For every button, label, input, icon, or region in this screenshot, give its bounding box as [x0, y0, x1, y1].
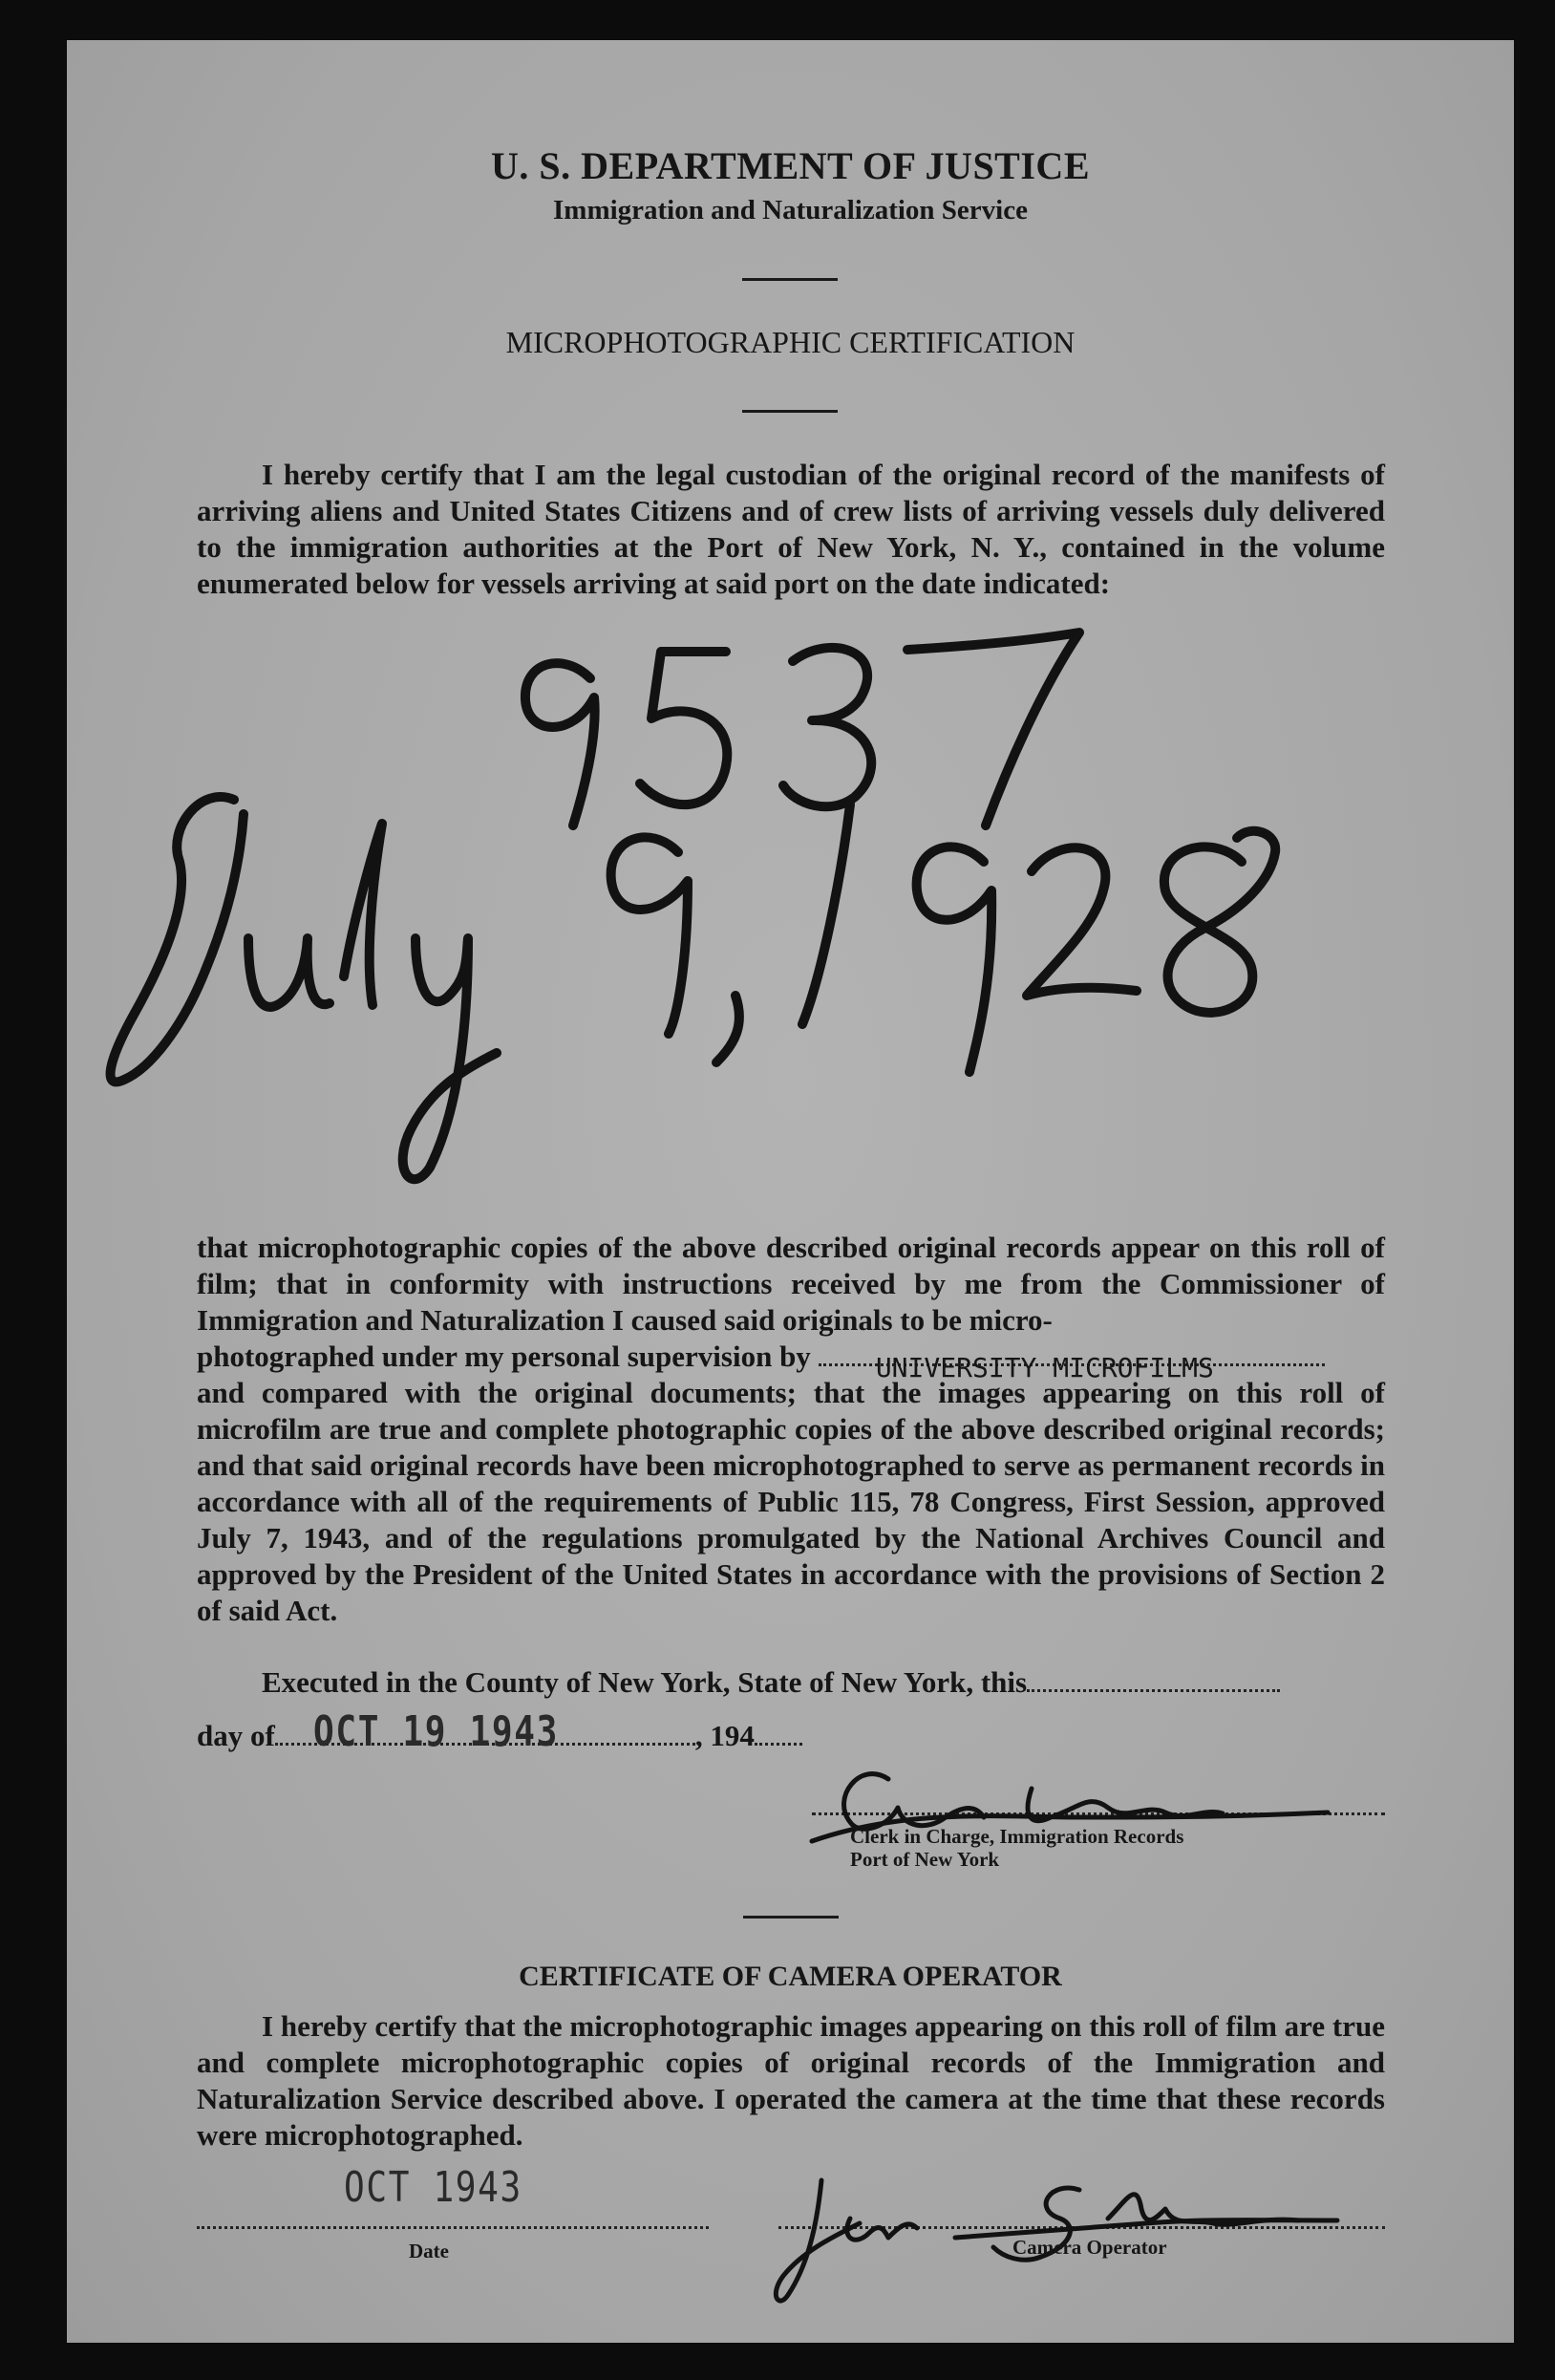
day-of-field	[275, 1707, 695, 1756]
supervision-line	[197, 1339, 1385, 1383]
execution-text: Executed in the County of New York, State of New York, this	[262, 1665, 1028, 1699]
certification-title: MICROPHOTOGRAPHIC CERTIFICATION	[505, 325, 1076, 359]
photographer-field	[819, 1352, 1325, 1383]
date-label: Date	[409, 2240, 449, 2262]
execution-line	[197, 1664, 1385, 1701]
execution-block	[197, 1664, 1385, 1754]
clerk-title: Clerk in Charge, Immigration Records	[850, 1825, 1184, 1848]
certificate-document	[67, 40, 1514, 2343]
service-subheading: Immigration and Naturalization Service	[553, 195, 1028, 225]
day-of-line	[197, 1707, 1385, 1756]
supervision-label: photographed under my personal supervision by	[197, 1340, 811, 1373]
divider	[742, 410, 838, 413]
year-field	[755, 1743, 802, 1746]
body-paragraph	[197, 1230, 1385, 1629]
date-line	[197, 2226, 709, 2229]
handwritten-volume-and-date	[67, 575, 1514, 1244]
intro-text: I hereby certify that I am the legal custodian of the original record of the manifests of arriving aliens and United States Citizens and of crew lists of arriving vessels duly delivered to the immigration authorities at the Port of New York, N. Y., contained in the volume enumerated below for vessels arriving at said port on the date indicated:	[197, 458, 1385, 600]
camera-paragraph	[197, 2008, 1385, 2154]
execution-date-stamp: OCT 19 1943	[312, 1707, 559, 1756]
year-label: , 194	[694, 1719, 755, 1752]
photographer-value: UNIVERSITY MICROFILMS	[875, 1352, 1214, 1383]
handwritten-date	[111, 797, 1276, 1179]
clerk-location: Port of New York	[850, 1848, 1000, 1871]
handwritten-volume-number	[525, 633, 1079, 825]
divider	[743, 1916, 839, 1919]
operator-label: Camera Operator	[1012, 2236, 1167, 2259]
divider	[742, 278, 838, 281]
execution-day-field	[1027, 1689, 1280, 1692]
body-text-2: and compared with the original documents; that the images appearing on this roll of microfilm are true and complete photographic copies of the above described original records; and that said original records have been microphotographed to serve as permanent records in accordance with all of the requirements of Public 115, 78 Congress, First Session, approved July 7, 1943, and of the regulations promulgated by the National Archives Council and approved by the President of the United States in accordance with the provisions of Section 2 of said Act.	[197, 1376, 1385, 1627]
camera-date-stamp: OCT 1943	[344, 2163, 522, 2212]
camera-text: I hereby certify that the microphotographic images appearing on this roll of film are true and complete microphotographic copies of original records of the Immigration and Naturalization Service described above. I operated the camera at the time that these records were microphotographed.	[197, 2009, 1385, 2152]
camera-heading: CERTIFICATE OF CAMERA OPERATOR	[519, 1961, 1062, 1992]
department-heading: U. S. DEPARTMENT OF JUSTICE	[491, 144, 1090, 187]
body-text-1: that microphotographic copies of the above described original records appear on this roll of film; that in conformity with instructions received by me from the Commissioner of Immigration and Naturalization I caused said originals to be micro-	[197, 1231, 1385, 1337]
day-of-label: day of	[197, 1719, 275, 1752]
